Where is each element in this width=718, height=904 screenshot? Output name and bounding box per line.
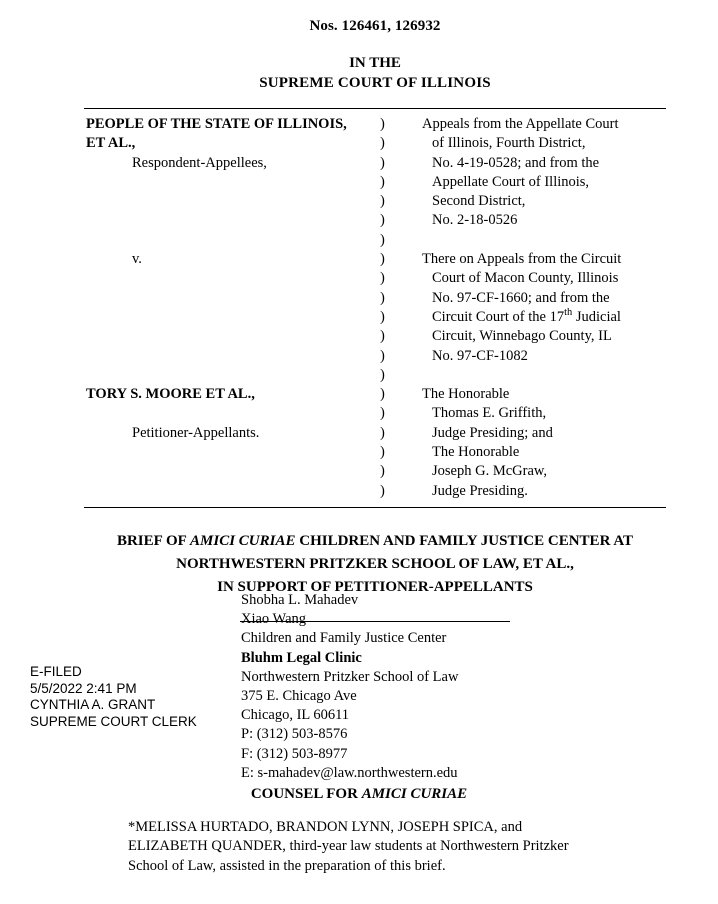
counsel-name-secondary: Xiao Wang: [241, 611, 307, 628]
caption-paren: ): [380, 405, 385, 422]
caption-parties-column: [84, 115, 380, 501]
caption-row: [86, 327, 380, 346]
counsel-block: [241, 591, 458, 783]
caption-paren: ): [380, 386, 385, 403]
caption-row: TORY S. MOORE ET AL.,: [86, 386, 255, 403]
caption-row: Respondent-Appellees,: [132, 154, 267, 171]
brief-title-line-3: IN SUPPORT OF PETITIONER-APPELLANTS: [217, 578, 533, 595]
counsel-clinic: Bluhm Legal Clinic: [241, 649, 362, 666]
caption-row: PEOPLE OF THE STATE OF ILLINOIS,: [86, 116, 347, 132]
caption-row: [86, 347, 380, 366]
caption-paren: ): [380, 251, 385, 268]
caption-row: [86, 231, 380, 250]
brief-title-suffix: CHILDREN AND FAMILY JUSTICE CENTER AT: [295, 532, 634, 549]
caption-paren: ): [380, 482, 385, 499]
footnote-line-2: ELIZABETH QUANDER, third-year law students at Northwestern Pritzker: [128, 838, 569, 855]
caption-row: [86, 173, 380, 192]
caption-paren: ): [380, 270, 385, 287]
caption-right-row: [422, 231, 666, 250]
caption-right-row-17th: Circuit Court of the 17th Judicial: [432, 307, 621, 325]
caption-right-row: Judge Presiding; and: [432, 424, 553, 441]
caption-right-row: The Honorable: [432, 444, 520, 461]
caption-right-row: Judge Presiding.: [432, 482, 528, 499]
brief-title-line-2: NORTHWESTERN PRITZKER SCHOOL OF LAW, ET AL.,: [176, 555, 574, 572]
caption-paren: ): [380, 308, 385, 325]
caption-right-row: No. 97-CF-1082: [432, 347, 528, 364]
caption-right-row: The Honorable: [422, 386, 510, 403]
caption-paren: ): [380, 328, 385, 345]
counsel-fax: F: (312) 503-8977: [241, 745, 348, 762]
caption-row: [86, 404, 380, 423]
caption-row: Petitioner-Appellants.: [132, 424, 260, 441]
caption-paren: ): [380, 154, 385, 171]
caption-row: [86, 269, 380, 288]
efiled-stamp: [30, 664, 197, 730]
caption-paren: ): [380, 231, 385, 248]
brief-title: [84, 530, 666, 599]
brief-title-prefix: BRIEF OF: [116, 532, 191, 549]
caption-right-row: No. 2-18-0526: [432, 212, 518, 229]
caption-right-row: Circuit, Winnebago County, IL: [432, 328, 612, 345]
caption-right-row: No. 4-19-0528; and from the: [432, 154, 600, 171]
counsel-organization: Children and Family Justice Center: [241, 630, 447, 647]
counsel-address-street: 375 E. Chicago Ave: [241, 688, 357, 705]
caption-right-row: [422, 366, 666, 385]
caption-right-row: There on Appeals from the Circuit: [422, 251, 622, 268]
court-heading-in-the: IN THE: [349, 55, 401, 71]
caption-appeals-column: [422, 115, 666, 501]
caption-row: [86, 443, 380, 462]
caption-row: [86, 482, 380, 501]
student-footnote: [128, 818, 648, 876]
caption-right-row: Court of Macon County, Illinois: [432, 270, 619, 287]
counsel-phone: P: (312) 503-8576: [241, 726, 348, 743]
counsel-address-city: Chicago, IL 60611: [241, 707, 350, 724]
counsel-for-prefix: COUNSEL FOR: [250, 786, 362, 802]
caption-paren: ): [380, 193, 385, 210]
caption-row: [86, 308, 380, 327]
caption-paren: ): [380, 347, 385, 364]
caption-row-versus: v.: [132, 251, 142, 268]
caption-right-row: Joseph G. McGraw,: [432, 463, 548, 480]
caption-paren: ): [380, 116, 385, 132]
document-body: [84, 0, 666, 622]
footnote-conjunction: and: [497, 819, 523, 835]
caption-paren: ): [380, 463, 385, 480]
counsel-school: Northwestern Pritzker School of Law: [241, 668, 459, 685]
footnote-line-3: School of Law, assisted in the preparation of this brief.: [128, 857, 446, 874]
caption-row: [86, 289, 380, 308]
case-numbers: Nos. 126461, 126932: [309, 18, 441, 34]
caption-paren-column: [380, 115, 422, 501]
caption-right-row: Appeals from the Appellate Court: [422, 116, 619, 132]
counsel-email: E: s-mahadev@law.northwestern.edu: [241, 764, 458, 781]
brief-title-line-1: [84, 530, 666, 553]
caption-paren: ): [380, 424, 385, 441]
court-heading-name: SUPREME COURT OF ILLINOIS: [259, 75, 491, 91]
caption-paren: ): [380, 366, 385, 383]
efiled-clerk-name: CYNTHIA A. GRANT: [30, 697, 156, 712]
caption-paren: ): [380, 444, 385, 461]
caption-paren: ): [380, 135, 385, 152]
caption-row: [86, 462, 380, 481]
caption-right-row: of Illinois, Fourth District,: [432, 135, 586, 152]
counsel-name-primary: Shobha L. Mahadev: [241, 592, 359, 608]
footnote-students-1: *MELISSA HURTADO, BRANDON LYNN, JOSEPH SPICA,: [128, 819, 498, 835]
efiled-clerk-title: SUPREME COURT CLERK: [30, 713, 197, 729]
caption-right-row: No. 97-CF-1660; and from the: [432, 289, 610, 306]
caption-row: ET AL.,: [86, 135, 136, 152]
caption-right-row: Thomas E. Griffith,: [432, 405, 547, 422]
case-caption: [84, 109, 666, 505]
caption-paren: ): [380, 289, 385, 306]
caption-row: [86, 211, 380, 230]
efiled-label: E-FILED: [30, 664, 82, 679]
counsel-for-heading: [0, 786, 718, 803]
caption-paren: ): [380, 173, 385, 190]
footnote-line-1: [128, 818, 648, 837]
efiled-timestamp: 5/5/2022 2:41 PM: [30, 680, 137, 696]
counsel-for-amici-curiae: AMICI CURIAE: [361, 786, 468, 802]
caption-right-row: Second District,: [432, 193, 526, 210]
caption-row: [86, 366, 380, 385]
caption-bottom-rule: [84, 507, 666, 508]
brief-title-amici-curiae: AMICI CURIAE: [190, 532, 296, 549]
caption-paren: ): [380, 212, 385, 229]
caption-right-row: Appellate Court of Illinois,: [432, 173, 590, 190]
caption-row: [86, 192, 380, 211]
